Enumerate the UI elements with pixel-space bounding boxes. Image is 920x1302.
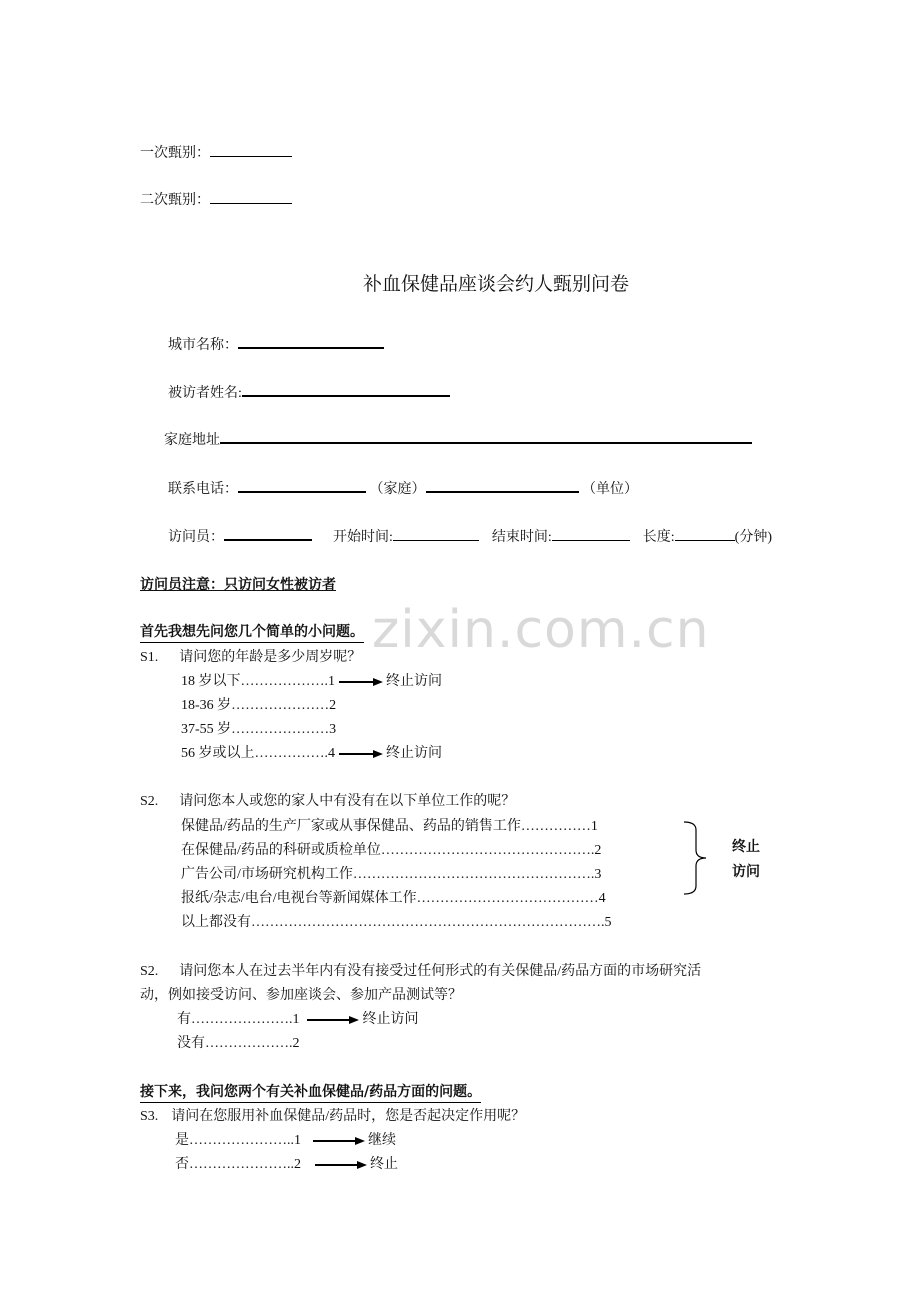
s2-question-text: 请问您本人或您的家人中有没有在以下单位工作的呢？	[179, 794, 516, 809]
s1-option-2[interactable]: 18-36 岁…………………2	[181, 698, 337, 713]
city-label: 城市名称：	[168, 338, 238, 353]
work-phone-field[interactable]	[426, 477, 579, 493]
interviewer-field[interactable]	[224, 525, 312, 541]
s3-question	[140, 1105, 525, 1125]
s2-option-2[interactable]: 在保健品/药品的科研或质检单位……………………………………….2	[181, 843, 602, 858]
page-title: 补血保健品座谈会约人甄别问卷	[363, 273, 630, 295]
section-heading-2: 接下来，我问您两个有关补血保健品/药品方面的问题。	[140, 1081, 481, 1103]
brace-terminate-2: 访问	[732, 864, 760, 880]
s1-question	[140, 646, 361, 666]
s2-label: S2.	[140, 794, 159, 809]
interviewer-label: 访问员：	[168, 530, 224, 545]
arrow-right-icon	[339, 677, 383, 687]
home-phone-field[interactable]	[238, 477, 366, 493]
s1-label: S1.	[140, 650, 159, 665]
s2-option-1[interactable]: 保健品/药品的生产厂家或从事保健品、药品的销售工作……………1	[181, 819, 598, 834]
interview-row	[168, 525, 772, 546]
end-time-label: 结束时间:	[491, 530, 552, 545]
length-label: 长度:	[642, 530, 675, 545]
first-screening	[140, 142, 292, 162]
continue-text: 继续	[368, 1133, 396, 1148]
second-screening-label: 二次甄别：	[140, 193, 210, 208]
name-label: 被访者姓名:	[168, 386, 242, 401]
name-row	[168, 381, 450, 402]
s1-option-3[interactable]: 37-55 岁…………………3	[181, 722, 337, 737]
brace-terminate-1: 终止	[732, 839, 760, 855]
phone-row	[168, 477, 638, 498]
length-field[interactable]	[675, 526, 735, 541]
section-heading-1: 首先我想先问您几个简单的小问题。	[140, 621, 364, 643]
home-label: （家庭）	[369, 482, 426, 497]
name-field[interactable]	[242, 381, 450, 397]
s2b-question-line-1: 请问您本人在过去半年内有没有接受过任何形式的有关保健品/药品方面的市场研究活	[179, 964, 702, 979]
s2b-question	[140, 960, 701, 980]
s2b-option-2[interactable]: 没有……………….2	[177, 1036, 300, 1051]
s1-question-text: 请问您的年龄是多少周岁呢？	[179, 650, 362, 665]
s3-label: S3.	[140, 1109, 159, 1124]
phone-label: 联系电话：	[168, 482, 238, 497]
city-row	[168, 333, 384, 354]
terminate-text: 终止访问	[386, 674, 442, 689]
start-time-field[interactable]	[393, 526, 479, 541]
first-screening-field[interactable]	[210, 142, 292, 157]
arrow-right-icon	[303, 1015, 359, 1025]
s3-option-1[interactable]: 是…………………..1 继续	[175, 1133, 396, 1148]
work-label: （单位）	[582, 482, 638, 497]
s2b-label: S2.	[140, 964, 159, 979]
s2b-option-1[interactable]: 有………………….1 终止访问	[177, 1012, 419, 1027]
s2-option-5[interactable]: 以上都没有………………………………………………………………….5	[181, 915, 612, 930]
watermark: zixin.com.cn	[372, 600, 710, 660]
s2-option-4[interactable]: 报纸/杂志/电台/电视台等新闻媒体工作…………………………………4	[181, 891, 606, 906]
s1-option-4[interactable]: 56 岁或以上…………….4 终止访问	[181, 746, 442, 761]
s3-option-2[interactable]: 否…………………..2 终止	[175, 1157, 398, 1172]
second-screening-field[interactable]	[210, 189, 292, 204]
s3-question-text: 请问在您服用补血保健品/药品时，您是否起决定作用呢？	[171, 1109, 526, 1124]
terminate-text: 终止访问	[362, 1012, 419, 1027]
terminate-text: 终止访问	[386, 746, 442, 761]
s2b-question-line-2: 动，例如接受访问、参加座谈会、参加产品测试等？	[140, 988, 462, 1003]
brace-icon	[682, 820, 722, 896]
address-label: 家庭地址	[164, 433, 220, 448]
minutes-label: (分钟)	[734, 530, 772, 545]
end-time-field[interactable]	[552, 526, 630, 541]
address-field[interactable]	[220, 428, 752, 444]
arrow-right-icon	[339, 749, 383, 759]
arrow-right-icon	[305, 1136, 365, 1146]
s2-option-3[interactable]: 广告公司/市场研究机构工作…………………………………………….3	[181, 867, 602, 882]
first-screening-label: 一次甄别：	[140, 146, 210, 161]
start-time-label: 开始时间:	[333, 530, 393, 545]
address-row	[164, 428, 752, 449]
s1-option-1[interactable]: 18 岁以下……………….1 终止访问	[181, 674, 442, 689]
interviewer-notice: 访问员注意：只访问女性被访者	[140, 577, 336, 593]
second-screening	[140, 189, 292, 209]
city-field[interactable]	[238, 333, 384, 349]
arrow-right-icon	[305, 1160, 367, 1170]
s2-question	[140, 790, 515, 810]
terminate-text: 终止	[370, 1157, 398, 1172]
